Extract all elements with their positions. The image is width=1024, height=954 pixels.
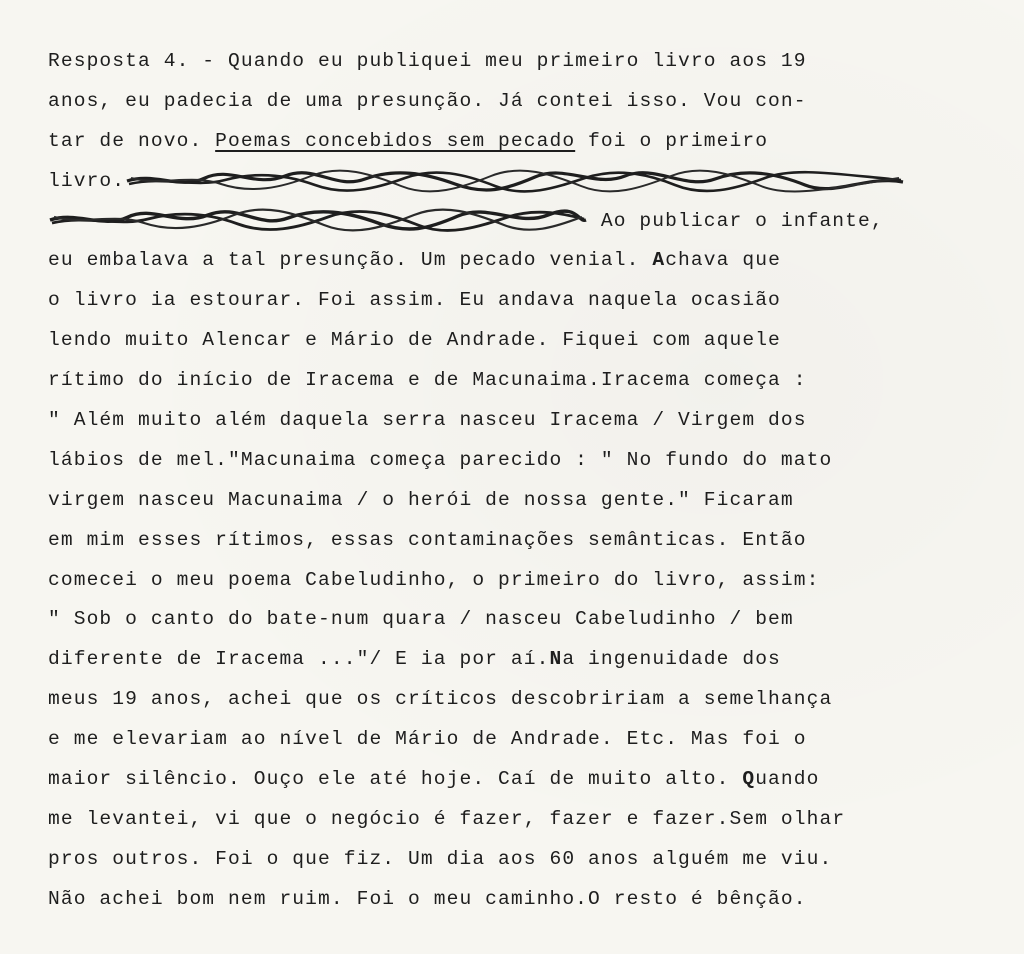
crossed-out-text-1 (125, 170, 905, 192)
text-line-19-end: uando (755, 768, 820, 791)
text-line-6-start: eu embalava a tal presunção. Um pecado venial. (48, 249, 653, 272)
text-line-15: " Sob o canto do bate-num quara / nasceu Cabeludinho / bem (48, 608, 794, 631)
handwritten-correction-3: Q (742, 768, 756, 791)
text-line-10: " Além muito além daquela serra nasceu Iracema / Virgem dos (48, 409, 807, 432)
text-line-6 (48, 241, 988, 281)
text-line-9: rítimo do início de Iracema e de Macunaima.Iracema começa : (48, 369, 807, 392)
text-line-6-end: chava que (665, 249, 781, 272)
text-line-2: anos, eu padecia de uma presunção. Já contei isso. Vou con- (48, 89, 807, 112)
text-line-20: me levantei, vi que o negócio é fazer, fazer e fazer.Sem olhar (48, 807, 846, 830)
text-line-3-end: foi o primeiro (575, 129, 769, 152)
book-title-underlined: Poemas concebidos sem pecado (215, 129, 576, 152)
crossed-out-text-2 (48, 209, 588, 231)
text-line-12: virgem nasceu Macunaima / o herói de nossa gente." Ficaram (48, 488, 794, 511)
text-line-3 (48, 122, 988, 162)
text-line-22: Não achei bom nem ruim. Foi o meu caminho.O resto é bênção. (48, 887, 807, 910)
text-line-21: pros outros. Foi o que fiz. Um dia aos 60 anos alguém me viu. (48, 847, 833, 870)
text-line-16-end: a ingenuidade dos (562, 648, 781, 671)
text-line-4 (48, 162, 988, 202)
text-line-19 (48, 760, 988, 800)
handwritten-correction-1: A (652, 249, 666, 272)
text-line-1: Resposta 4. - Quando eu publiquei meu primeiro livro aos 19 (48, 50, 807, 72)
text-line-13: em mim esses rítimos, essas contaminações semânticas. Então (48, 528, 807, 551)
scribble-strike-1 (125, 170, 905, 192)
text-line-18: e me elevariam ao nível de Mário de Andrade. Etc. Mas foi o (48, 728, 807, 751)
text-line-16 (48, 640, 988, 680)
text-line-17: meus 19 anos, achei que os críticos descobririam a semelhança (48, 688, 833, 711)
text-line-4-start: livro. (48, 169, 126, 192)
text-line-5 (48, 202, 988, 242)
text-line-8: lendo muito Alencar e Mário de Andrade. Fiquei com aquele (48, 329, 781, 352)
handwritten-correction-2: N (549, 648, 563, 671)
text-line-16-start: diferente de Iracema ..."/ E ia por aí. (48, 648, 550, 671)
scribble-strike-2 (48, 209, 588, 231)
text-line-7: o livro ia estourar. Foi assim. Eu andava naquela ocasião (48, 289, 781, 312)
text-line-5-end: Ao publicar o infante, (588, 209, 884, 232)
typewritten-text (48, 42, 988, 920)
text-line-11: lábios de mel."Macunaima começa parecido : " No fundo do mato (48, 448, 833, 471)
text-line-14: comecei o meu poema Cabeludinho, o primeiro do livro, assim: (48, 568, 820, 591)
text-line-19-start: maior silêncio. Ouço ele até hoje. Caí de muito alto. (48, 768, 743, 791)
text-line-3-start: tar de novo. (48, 129, 216, 152)
